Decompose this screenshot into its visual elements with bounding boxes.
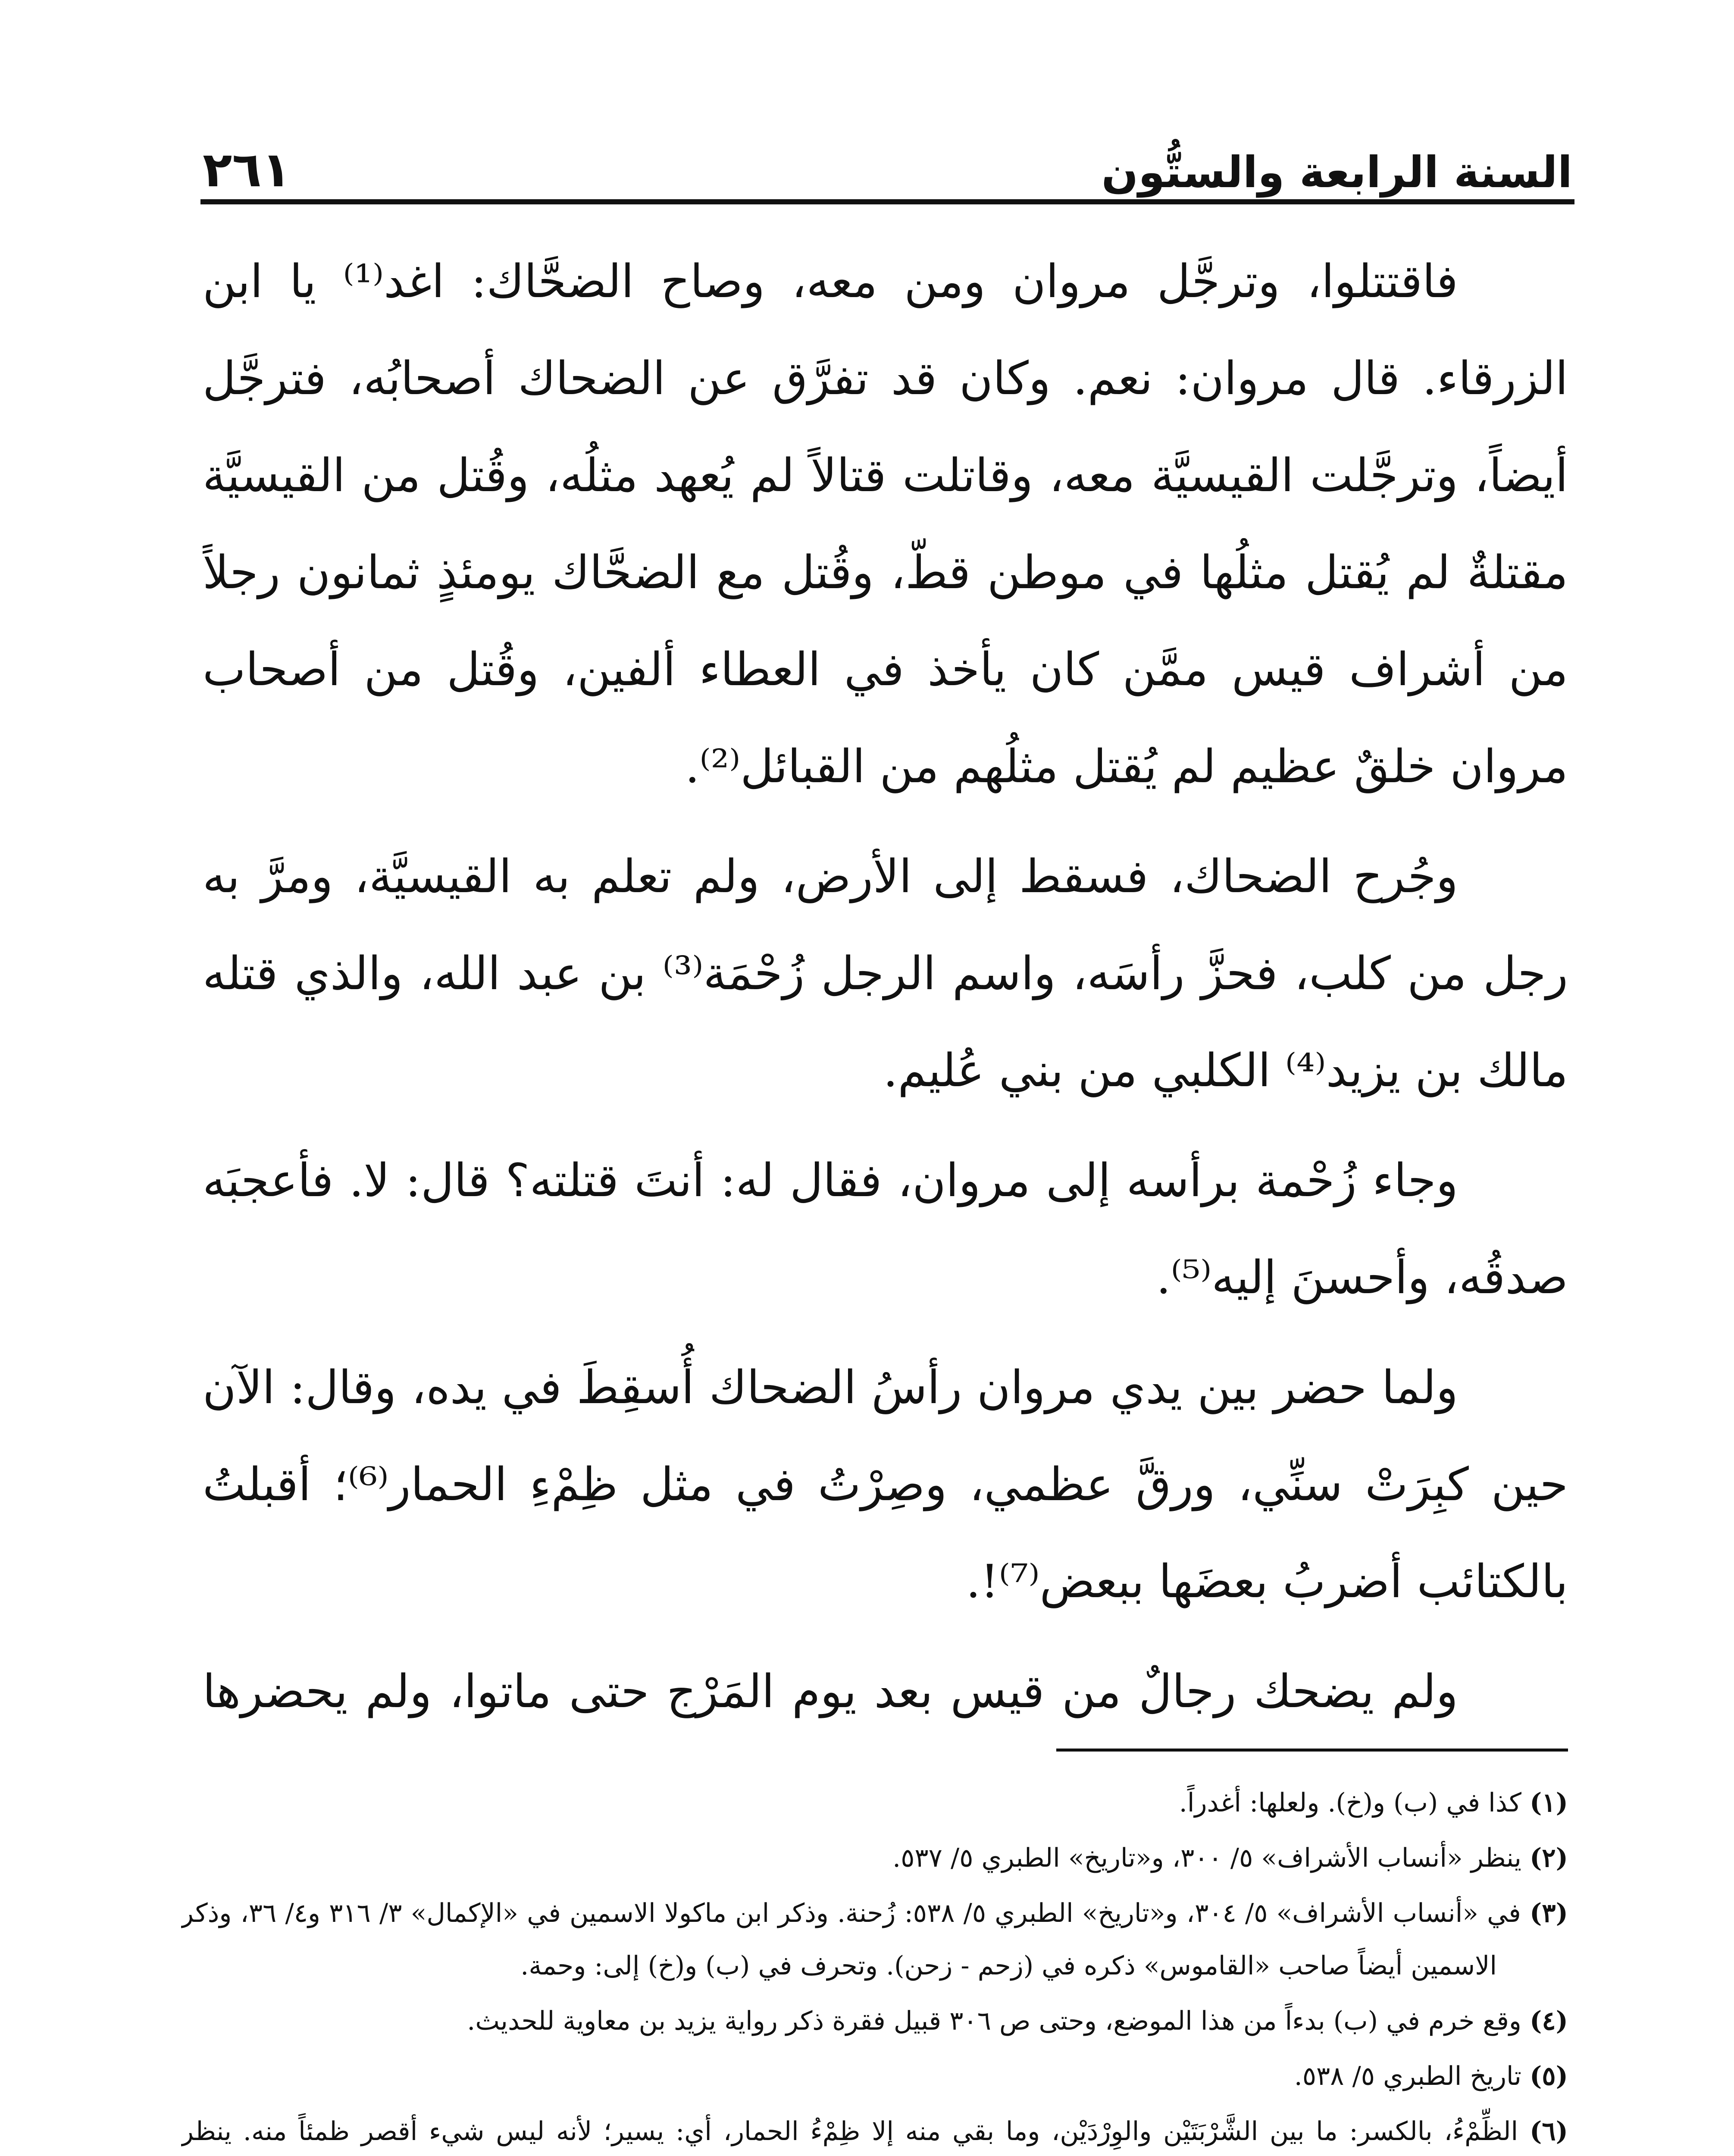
footnote-text: الظِّمْءُ، بالكسر: ما بين الشَّرْبَتَيْن والوِرْدَيْن، وما بقي منه إلا ظِمْءُ الحمار، أي: يسير؛ لأنه ليس شيء أقصر ظمئاً منه. ينظر [181,2116,1518,2147]
footnote-number: (٦) [1529,2116,1568,2147]
footnote-text: كذا في (ب) و(خ). ولعلها: أغدراً. [1179,1788,1521,1818]
footnote-number: (٢) [1529,1843,1568,1873]
footnote [181,1832,1568,1884]
footnote-number: (٣) [1530,1898,1568,1928]
paragraph: ولما حضر بين يدي مروان رأسُ الضحاك أُسقِطَ في يده، وقال: الآن حين كبِرَتْ سنِّي، ورقَّ عظمي، وصِرْتُ في مثل ظِمْءِ الحمار⁽⁶⁾؛ أقبلتُ بالكتائب أضربُ بعضَها ببعض⁽⁷⁾!. [203,1361,1568,1608]
page-number: ٢٦١ [203,142,291,198]
footnote [181,2050,1568,2103]
footnote [181,1887,1568,1992]
footnote-text: وقع خرم في (ب) بدءاً من هذا الموضع، وحتى ص ٣٠٦ قبيل فقرة ذكر رواية يزيد بن معاوية للحديث. [467,2006,1521,2036]
paragraph: فاقتتلوا، وترجَّل مروان ومن معه، وصاح الضحَّاك: اغد⁽¹⁾ يا ابن الزرقاء. قال مروان: نعم. وكان قد تفرَّق عن الضحاك أصحابُه، فترجَّل أيضاً، وترجَّلت القيسيَّة معه، وقاتلت قتالاً لم يُعهد مثلُه، وقُتل من القيسيَّة مقتلةٌ لم يُقتل مثلُها في موطن قطّ، وقُتل مع الضحَّاك يومئذٍ ثمانون رجلاً من أشراف قيس ممَّن كان يأخذ في العطاء ألفين، وقُتل من أصحاب مروان خلقٌ عظيم لم يُقتل مثلُهم من القبائل⁽²⁾. [203,255,1568,793]
footnote [181,1777,1568,1829]
main-text [203,233,1568,1725]
footnote-number: (٤) [1529,2006,1568,2036]
footnote-number: (٥) [1529,2061,1568,2091]
footnote [181,2105,1568,2156]
footnotes [181,1777,1568,2156]
running-head: السنة الرابعة والستُّون [1101,147,1572,197]
footnote-separator [1056,1749,1568,1752]
header-rule [200,199,1574,204]
footnote-text: في «أنساب الأشراف» ٥/ ٣٠٤، و«تاريخ» الطبري ٥/ ٥٣٨: زُحنة. وذكر ابن ماكولا الاسمين في «الإكمال» ٣/ ٣١٦ و٤/ ٣٦، وذكر الاسمين أيضاً صاحب «القاموس» ذكره في (زحم - زحن). وتحرف في (ب) و(خ) إلى: وحمة. [181,1898,1521,1981]
paragraph: وجاء زُحْمة برأسه إلى مروان، فقال له: أنتَ قتلته؟ قال: لا. فأعجبَه صدقُه، وأحسنَ إليه⁽⁵⁾. [203,1154,1568,1304]
footnote [181,1995,1568,2047]
page-header [203,108,1572,198]
paragraph: وجُرح الضحاك، فسقط إلى الأرض، ولم تعلم به القيسيَّة، ومرَّ به رجل من كلب، فحزَّ رأسَه، واسم الرجل زُحْمَة⁽³⁾ بن عبد الله، والذي قتله مالك بن يزيد⁽⁴⁾ الكلبي من بني عُليم. [203,850,1568,1097]
paragraph: ولم يضحك رجالٌ من قيس بعد يوم المَرْج حتى ماتوا، ولم يحضرها [203,1665,1458,1718]
footnote-text: ينظر «أنساب الأشراف» ٥/ ٣٠٠، و«تاريخ» الطبري ٥/ ٥٣٧. [892,1843,1521,1873]
footnote-number: (١) [1529,1788,1568,1818]
footnote-text: تاريخ الطبري ٥/ ٥٣٨. [1294,2061,1521,2091]
